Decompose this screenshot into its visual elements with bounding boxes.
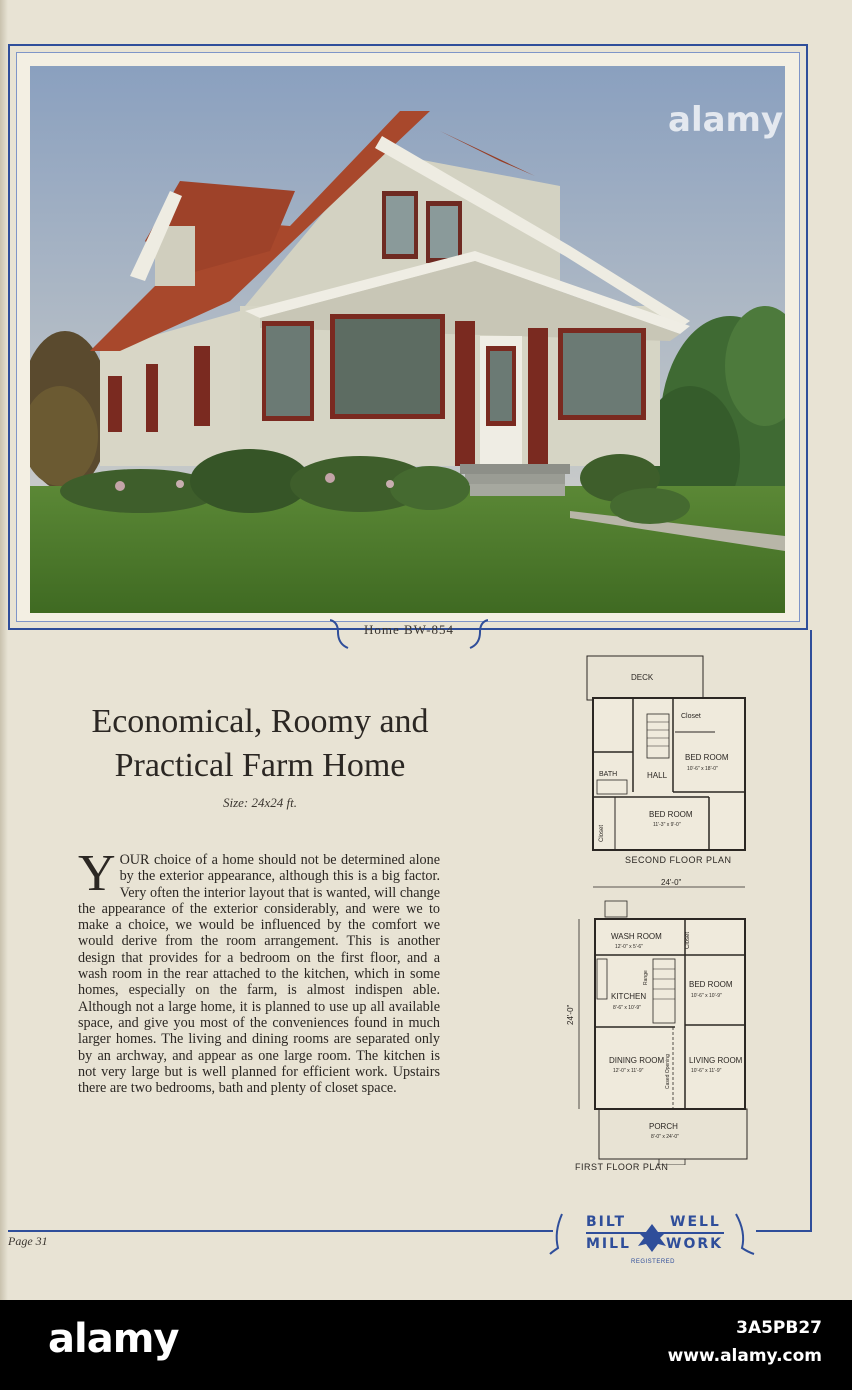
- first-floor-bed-room-size: 10'-6" x 10'-9": [691, 993, 722, 999]
- home-number: Home BW-854: [363, 622, 455, 637]
- kitchen-label: KITCHEN: [611, 992, 647, 1001]
- first-floor-bed-room-label: BED ROOM: [689, 980, 733, 989]
- logo-work: WORK: [666, 1236, 723, 1252]
- deck-label: DECK: [631, 673, 654, 682]
- logo-registered: REGISTERED: [631, 1259, 676, 1265]
- dining-room-label: DINING ROOM: [609, 1056, 665, 1065]
- logo-well: WELL: [670, 1214, 721, 1230]
- footer-url: www.alamy.com: [667, 1346, 822, 1366]
- range-label: Range: [643, 970, 649, 985]
- bed-room-size: 10'-6" x 18'-0": [687, 766, 718, 772]
- wash-room-size: 12'-0" x 5'-6": [615, 944, 643, 950]
- page-title: [40, 700, 480, 788]
- porch-size: 8'-0" x 24'-0": [651, 1134, 679, 1140]
- footer-image-id: 3A5PB27: [736, 1318, 822, 1338]
- title-line-2: Practical Farm Home: [114, 747, 406, 784]
- logo-cross-icon: [638, 1224, 666, 1252]
- title-line-1: Economical, Roomy and: [91, 703, 429, 740]
- page-rule-right: [810, 630, 812, 1230]
- page-rule-bottom: [8, 1230, 553, 1232]
- page-number: Page 31: [8, 1234, 48, 1248]
- first-floor-plan-label: FIRST FLOOR PLAN: [575, 1162, 669, 1172]
- drop-cap: Y: [78, 845, 116, 902]
- bed-room-2-size: 11'-3" x 9'-0": [653, 822, 681, 828]
- first-floor-closet-label: Closet: [685, 931, 691, 949]
- house-photo: [30, 66, 785, 613]
- kitchen-size: 8'-6" x 10'-9": [613, 1005, 641, 1011]
- biltwell-logo: [548, 1212, 758, 1272]
- description-text: [78, 845, 440, 1097]
- second-floor-plan-label: SECOND FLOOR PLAN: [625, 855, 732, 865]
- hall-label: HALL: [647, 771, 668, 780]
- watermark-top: alamy: [668, 100, 784, 140]
- description-body: OUR choice of a home should not be determined alone by the exterior appearance, although this is a big factor. Very often the interior layout that is wanted, will change the appearance of the exterior considerably, and were we to make a choice, we would be influenced by the comfort we would derive from the room arrangement. This is another design that provides for a bedroom on the first floor, and a wash room in the rear attached to the kitchen, which in some homes, especially on the farm, is almost indispen able. Although not a large home, it is planned to use up all available space, and give you most of the conveniences found in much larger homes. The living and dining rooms are separated only by an archway, and appear as one large room. The kitchen is not very large but is well planned for efficient work. Upstairs there are two bedrooms, bath and plenty of closet space.: [78, 852, 440, 1097]
- bed-room-2-label: BED ROOM: [649, 810, 693, 819]
- closet-2-label: Closet: [599, 824, 605, 842]
- logo-mill: MILL: [586, 1236, 631, 1252]
- home-size: Size: 24x24 ft.: [222, 795, 297, 810]
- closet-label: Closet: [681, 713, 701, 720]
- first-floor-plan: [565, 875, 765, 1165]
- width-dimension: 24'-0": [661, 878, 682, 887]
- photo-caption: [330, 618, 488, 650]
- wash-room-label: WASH ROOM: [611, 932, 662, 941]
- page-rule-bottom-right: [756, 1230, 812, 1232]
- footer-brand-logo: alamy: [48, 1316, 179, 1362]
- living-room-size: 10'-6" x 11'-9": [691, 1068, 722, 1074]
- living-room-label: LIVING ROOM: [689, 1056, 743, 1065]
- bed-room-label: BED ROOM: [685, 753, 729, 762]
- bath-label: BATH: [599, 771, 618, 778]
- porch-label: PORCH: [649, 1122, 678, 1131]
- depth-dimension: 24'-0": [566, 1004, 575, 1025]
- logo-bilt: BILT: [586, 1214, 627, 1230]
- dining-room-size: 12'-0" x 11'-9": [613, 1068, 644, 1074]
- second-floor-plan: [585, 652, 750, 862]
- cased-opening-label: Cased Opening: [665, 1054, 671, 1089]
